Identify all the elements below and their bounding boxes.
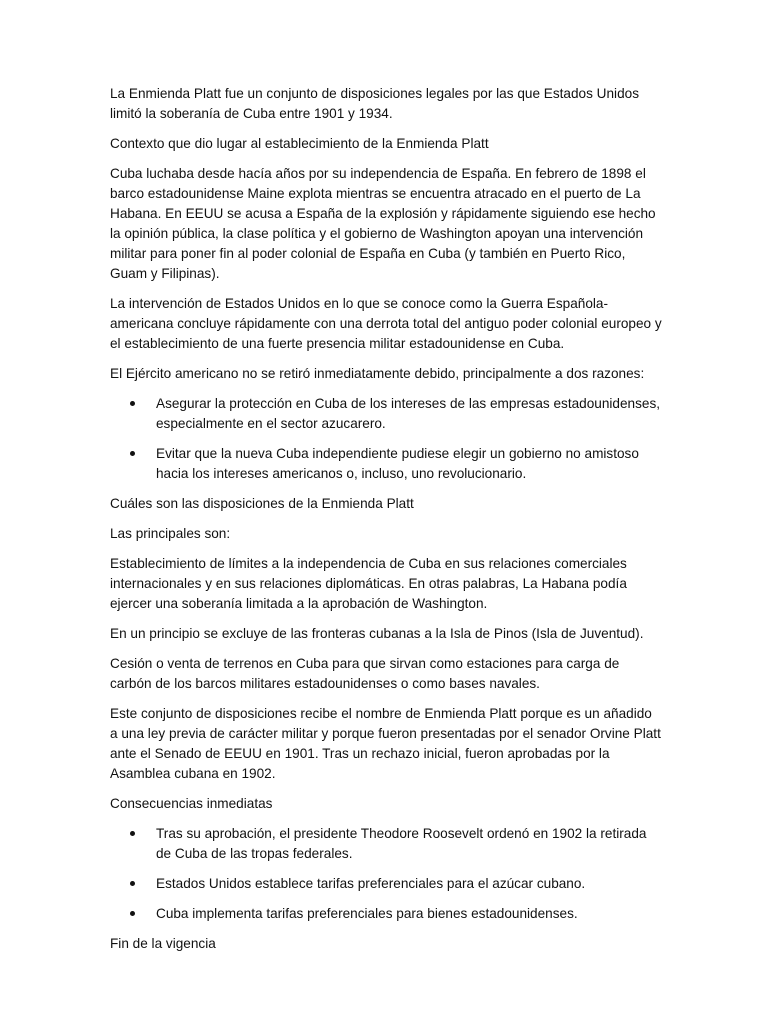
provisions-intro: Las principales son: [110,526,231,541]
bullet-icon [130,831,135,836]
list-item-text: Asegurar la protección en Cuba de los intereses de las empresas estadounidenses, especialmente en el sector azucarero. [156,396,661,431]
context-paragraph-3: El Ejército americano no se retiró inmediatamente debido, principalmente a dos razones: [110,366,645,381]
list-item-text: Cuba implementa tarifas preferenciales para bienes estadounidenses. [156,906,578,921]
reasons-list [110,394,662,484]
heading-consequences: Consecuencias inmediatas [110,796,273,811]
provisions-paragraph-2: En un principio se excluye de las fronteras cubanas a la Isla de Pinos (Isla de Juventud). [110,626,644,641]
list-item-text: Evitar que la nueva Cuba independiente pudiese elegir un gobierno no amistoso hacia los intereses americanos o, incluso, uno revolucionario. [156,446,639,481]
intro-paragraph: La Enmienda Platt fue un conjunto de disposiciones legales por las que Estados Unidos limitó la soberanía de Cuba entre 1901 y 1934. [110,86,639,121]
list-item-text: Estados Unidos establece tarifas preferenciales para el azúcar cubano. [156,876,586,891]
heading-context: Contexto que dio lugar al establecimiento de la Enmienda Platt [110,136,489,151]
bullet-icon [130,451,135,456]
list-item [110,874,662,894]
list-item [110,824,662,864]
provisions-paragraph-3: Cesión o venta de terrenos en Cuba para que sirvan como estaciones para carga de carbón de los barcos militares estadounidenses o como bases navales. [110,656,620,691]
provisions-paragraph-4: Este conjunto de disposiciones recibe el nombre de Enmienda Platt porque es un añadido a una ley previa de carácter militar y porque fueron presentadas por el senador Orvine Platt ante el Senado de EEUU en 1901. Tras un rechazo inicial, fueron aprobadas por la Asamblea cubana en 1902. [110,706,661,781]
list-item-text: Tras su aprobación, el presidente Theodore Roosevelt ordenó en 1902 la retirada de Cuba de las tropas federales. [156,826,647,861]
consequences-list [110,824,662,924]
list-item [110,394,662,434]
context-paragraph-1: Cuba luchaba desde hacía años por su independencia de España. En febrero de 1898 el barco estadounidense Maine explota mientras se encuentra atracado en el puerto de La Habana. En EEUU se acusa a España de la explosión y rápidamente siguiendo ese hecho la opinión pública, la clase política y el gobierno de Washington apoyan una intervención militar para poner fin al poder colonial de España en Cuba (y también en Puerto Rico, Guam y Filipinas). [110,166,656,281]
heading-provisions: Cuáles son las disposiciones de la Enmienda Platt [110,496,414,511]
context-paragraph-2: La intervención de Estados Unidos en lo que se conoce como la Guerra Española-americana concluye rápidamente con una derrota total del antiguo poder colonial europeo y el establecimiento de una fuerte presencia militar estadounidense en Cuba. [110,296,662,351]
list-item [110,444,662,484]
provisions-paragraph-1: Establecimiento de límites a la independencia de Cuba en sus relaciones comerciales internacionales y en sus relaciones diplomáticas. En otras palabras, La Habana podía ejercer una soberanía limitada a la aprobación de Washington. [110,556,627,611]
heading-end: Fin de la vigencia [110,936,216,951]
bullet-icon [130,881,135,886]
list-item [110,904,662,924]
bullet-icon [130,401,135,406]
bullet-icon [130,911,135,916]
